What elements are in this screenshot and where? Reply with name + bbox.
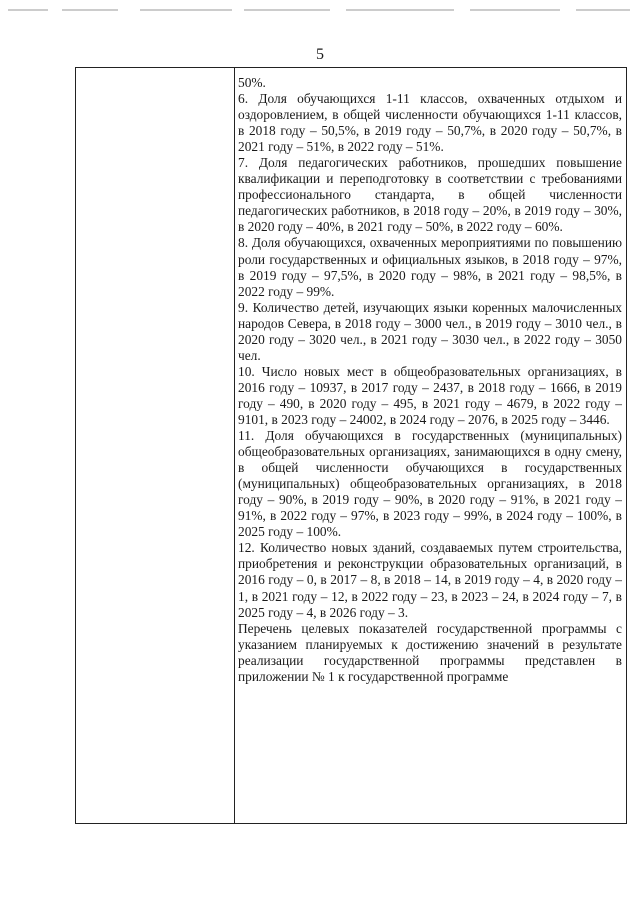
paragraph-indicator-11: 11. Доля обучающихся в государственных (муниципальных) общеобразовательных организациях, занимающихся в одну смену, в общей численности обучающихся в государственных (муниципальных) общеобразовательных организациях, в 2018 году – 90%, в 2019 году – 90%, в 2020 году – 91%, в 2021 году – 91%, в 2022 году – 97%, в 2023 году – 99%, в 2024 году – 100%, в 2025 году – 100%. xyxy=(238,428,622,540)
table-left-cell xyxy=(76,68,234,823)
paragraph-continuation: 50%. xyxy=(238,75,266,90)
table-right-cell xyxy=(235,68,628,823)
document-table xyxy=(75,67,627,824)
paragraph-indicator-10: 10. Число новых мест в общеобразовательных организациях, в 2016 году – 10937, в 2017 году – 2437, в 2018 году – 1666, в 2019 году – 490, в 2020 году – 495, в 2021 году – 4679, в 2022 году – 9101, в 2023 году – 24002, в 2024 году – 2076, в 2025 году – 3446. xyxy=(238,363,622,427)
paragraph-indicator-7: 7. Доля педагогических работников, прошедших повышение квалификации и переподготовку в соответствии с требованиями профессионального стандарта, в общей численности педагогических работников, в 2018 году – 20%, в 2019 году – 30%, в 2020 году – 40%, в 2021 году – 50%, в 2022 году – 60%. xyxy=(238,155,622,235)
page-number: 5 xyxy=(316,46,324,63)
paragraph-indicators-list-reference: Перечень целевых показателей государственной программы с указанием планируемых к достижению значений в результате реализации государственной программы представлен в приложении № 1 к государственной программе xyxy=(238,620,622,684)
paragraph-indicator-9: 9. Количество детей, изучающих языки коренных малочисленных народов Севера, в 2018 году – 3000 чел., в 2019 году – 3010 чел., в 2020 году – 3020 чел., в 2021 году – 3030 чел., в 2022 году – 3050 чел. xyxy=(238,299,622,363)
scan-artifact-line xyxy=(0,6,640,14)
paragraph-indicator-12: 12. Количество новых зданий, создаваемых путем строительства, приобретения и реконструкции образовательных организаций, в 2016 году – 0, в 2017 – 8, в 2018 – 14, в 2019 году – 4, в 2020 году – 1, в 2021 году – 12, в 2022 году – 23, в 2023 – 24, в 2024 году – 7, в 2025 году – 4, в 2026 году – 3. xyxy=(238,540,622,620)
paragraph-indicator-8: 8. Доля обучающихся, охваченных мероприятиями по повышению роли государственных и официальных языков, в 2018 году – 97%, в 2019 году – 97,5%, в 2020 году – 98%, в 2021 году – 98,5%, в 2022 году – 99%. xyxy=(238,235,622,299)
paragraph-indicator-6: 6. Доля обучающихся 1-11 классов, охваченных отдыхом и оздоровлением, в общей численности обучающихся 1-11 классов, в 2018 году – 50,5%, в 2019 году – 50,7%, в 2020 году – 50,7%, в 2021 году – 51%, в 2022 году – 51%. xyxy=(238,91,622,155)
